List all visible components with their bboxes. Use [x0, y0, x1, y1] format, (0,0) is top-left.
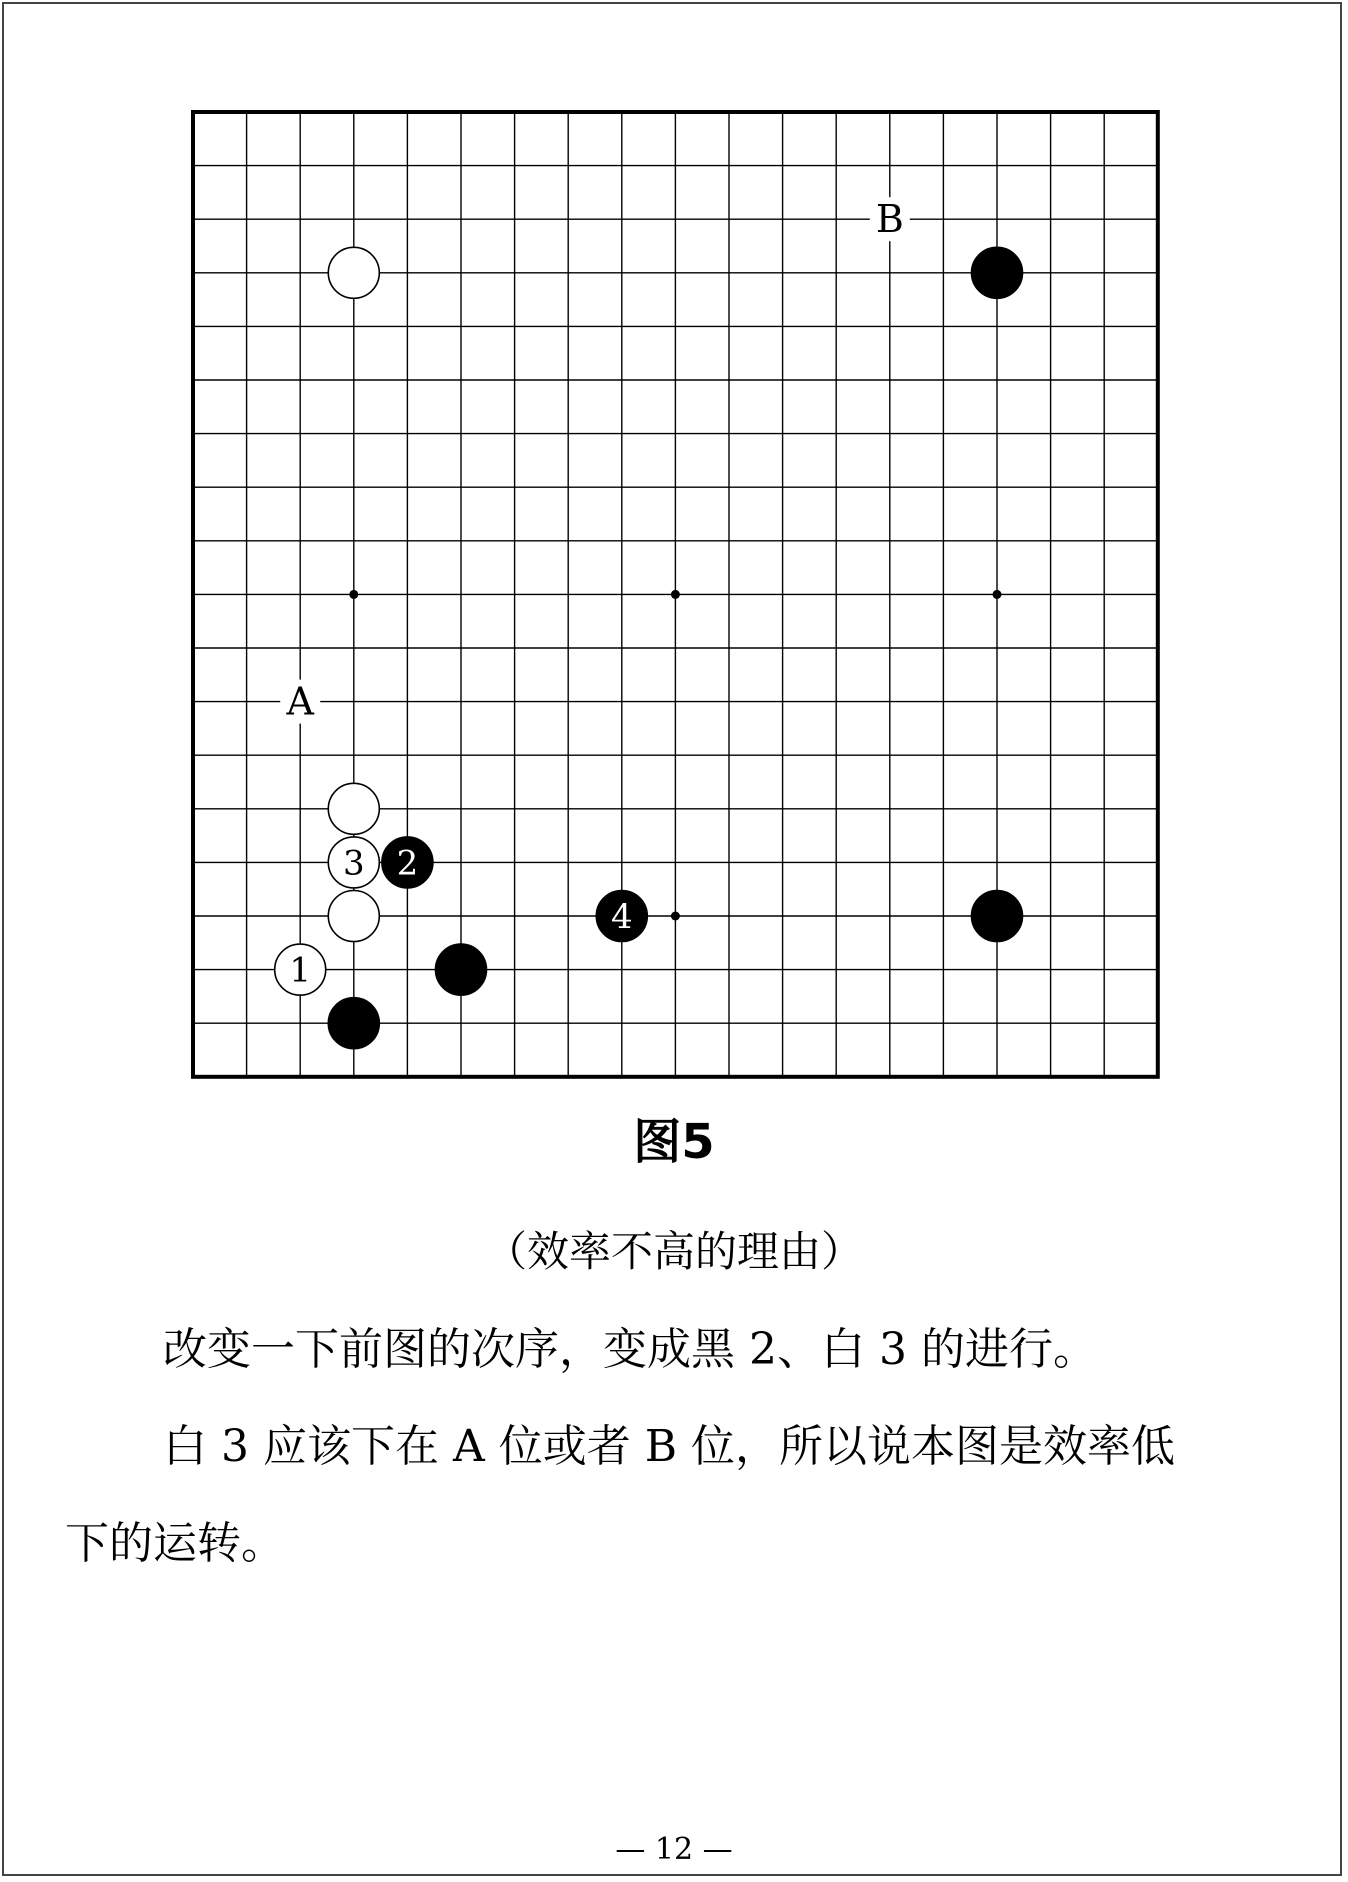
- marker-b: [870, 197, 910, 241]
- star-point: [349, 590, 358, 599]
- stone-number: 3: [342, 843, 365, 884]
- white-stone: [328, 247, 379, 298]
- svg-text:B: B: [875, 197, 904, 242]
- paragraph-1: 改变一下前图的次序，变成黑 2、白 3 的进行。: [163, 1324, 1097, 1375]
- star-point: [993, 590, 1002, 599]
- black-stone: [328, 998, 379, 1049]
- star-point: [671, 590, 680, 599]
- paragraph-2-line-2: 下的运转。: [65, 1518, 285, 1569]
- stone-number: 4: [610, 897, 633, 937]
- white-stone: [328, 891, 379, 942]
- stone-number: 2: [396, 843, 419, 884]
- page-number: — 12 —: [615, 1832, 733, 1867]
- svg-text:A: A: [286, 679, 314, 724]
- black-stone: [972, 247, 1023, 298]
- black-stone-4: [596, 891, 647, 942]
- black-stone-2: [382, 837, 433, 888]
- white-stone: [328, 783, 379, 834]
- marker-a: [280, 680, 320, 724]
- stone-number: 1: [289, 950, 312, 991]
- subtitle: （效率不高的理由）: [484, 1227, 863, 1276]
- black-stone: [972, 891, 1023, 942]
- figure-label: 图5: [633, 1114, 715, 1170]
- star-point: [671, 912, 680, 921]
- white-stone-1: [275, 944, 326, 995]
- white-stone-3: [328, 837, 379, 888]
- paragraph-2-line-1: 白 3 应该下在 A 位或者 B 位，所以说本图是效率低: [163, 1421, 1176, 1472]
- black-stone: [436, 944, 487, 995]
